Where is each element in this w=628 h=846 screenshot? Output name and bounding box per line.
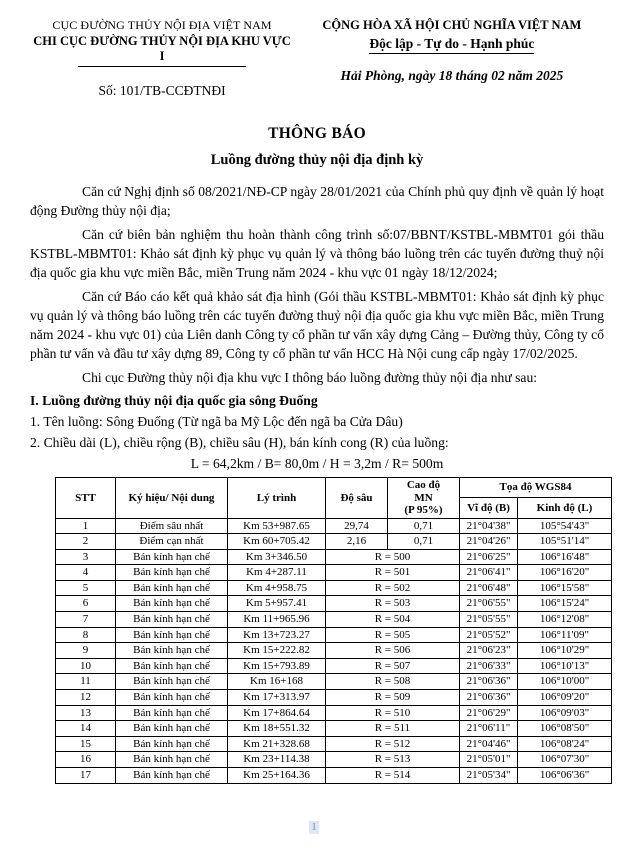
- page-number-field: 1: [311, 821, 317, 833]
- table-cell: 1: [56, 518, 116, 534]
- table-cell: Km 13+723.27: [228, 627, 326, 643]
- table-cell: 106°15'24": [518, 596, 612, 612]
- table-row: [56, 705, 612, 721]
- section-item-name: 1. Tên luồng: Sông Đuống (Từ ngã ba Mỹ Lộc đến ngã ba Cửa Dâu): [30, 414, 403, 429]
- table-cell: R = 505: [326, 627, 460, 643]
- table-cell: Bán kính hạn chế: [116, 596, 228, 612]
- table-cell: 106°16'20": [518, 565, 612, 581]
- table-cell: 21°06'48": [460, 580, 518, 596]
- col-header-depth: Độ sâu: [326, 478, 388, 519]
- table-cell: 15: [56, 736, 116, 752]
- paragraph: Căn cứ biên bản nghiệm thu hoàn thành công trình số:07/BBNT/KSTBL-MBMT01 gói thầu KSTBL-MBMT01: Khảo sát định kỳ phục vụ quản lý và thông báo luồng trên các tuyến đường thuỷ nội địa quốc gia khu vực miền Bắc, miền Trung năm 2024 - khu vực 01 ngày 18/12/2024;: [30, 227, 604, 280]
- table-cell: Bán kính hạn chế: [116, 549, 228, 565]
- table-cell: R = 502: [326, 580, 460, 596]
- table-cell: 21°06'25": [460, 549, 518, 565]
- table-cell: 106°12'08": [518, 612, 612, 628]
- table-cell: 21°04'46": [460, 736, 518, 752]
- table-cell: Bán kính hạn chế: [116, 658, 228, 674]
- table-cell: 21°05'01": [460, 752, 518, 768]
- table-cell: Km 25+164.36: [228, 768, 326, 784]
- table-cell: Bán kính hạn chế: [116, 736, 228, 752]
- table-row: [56, 768, 612, 784]
- table-cell: 21°06'36": [460, 674, 518, 690]
- table-cell: Km 5+957.41: [228, 596, 326, 612]
- paragraph: Căn cứ Nghị định số 08/2021/NĐ-CP ngày 28/01/2021 của Chính phủ quy định về quản lý hoạt động Đường thủy nội địa;: [30, 184, 604, 218]
- table-cell: 9: [56, 643, 116, 659]
- table-cell: Bán kính hạn chế: [116, 721, 228, 737]
- table-cell: 0,71: [388, 534, 460, 550]
- table-cell: 105°54'43": [518, 518, 612, 534]
- survey-table-head: [56, 478, 612, 519]
- table-cell: R = 510: [326, 705, 460, 721]
- national-header: CỘNG HÒA XÃ HỘI CHỦ NGHĨA VIỆT NAM: [322, 18, 582, 32]
- national-motto: Độc lập - Tự do - Hạnh phúc: [369, 36, 534, 54]
- table-cell: 106°08'24": [518, 736, 612, 752]
- table-cell: Km 15+222.82: [228, 643, 326, 659]
- table-cell: R = 504: [326, 612, 460, 628]
- table-cell: Km 17+864.64: [228, 705, 326, 721]
- table-cell: 14: [56, 721, 116, 737]
- table-cell: Bán kính hạn chế: [116, 705, 228, 721]
- table-row: [56, 534, 612, 550]
- table-row: [56, 752, 612, 768]
- issuer-parent-org: CỤC ĐƯỜNG THỦY NỘI ĐỊA VIỆT NAM: [52, 18, 272, 32]
- national-motto-wrap: [300, 35, 604, 54]
- table-cell: 21°06'55": [460, 596, 518, 612]
- table-row: [56, 549, 612, 565]
- table-cell: Km 11+965.96: [228, 612, 326, 628]
- table-cell: 106°09'03": [518, 705, 612, 721]
- table-cell: 29,74: [326, 518, 388, 534]
- table-cell: Km 17+313.97: [228, 690, 326, 706]
- page-footer: [0, 817, 628, 835]
- col-header-coords-group: Tọa độ WGS84: [460, 478, 612, 498]
- table-cell: 106°11'09": [518, 627, 612, 643]
- col-header-elevation: [388, 478, 460, 519]
- table-cell: 106°15'58": [518, 580, 612, 596]
- table-cell: 16: [56, 752, 116, 768]
- table-cell: Điểm cạn nhất: [116, 534, 228, 550]
- col-header-chainage: Lý trình: [228, 478, 326, 519]
- table-cell: 2: [56, 534, 116, 550]
- table-cell: 105°51'14": [518, 534, 612, 550]
- table-cell: 21°06'41": [460, 565, 518, 581]
- table-cell: 5: [56, 580, 116, 596]
- table-cell: Điểm sâu nhất: [116, 518, 228, 534]
- table-cell: 21°06'23": [460, 643, 518, 659]
- table-cell: Km 60+705.42: [228, 534, 326, 550]
- table-cell: 21°05'34": [460, 768, 518, 784]
- table-cell: Km 23+114.38: [228, 752, 326, 768]
- table-cell: 106°10'29": [518, 643, 612, 659]
- table-row: [56, 674, 612, 690]
- survey-table: [55, 477, 612, 784]
- col-header-elevation-line3: (P 95%): [404, 504, 443, 516]
- table-cell: Bán kính hạn chế: [116, 643, 228, 659]
- table-cell: 3: [56, 549, 116, 565]
- table-cell: 106°10'00": [518, 674, 612, 690]
- table-cell: R = 508: [326, 674, 460, 690]
- table-cell: 0,71: [388, 518, 460, 534]
- table-cell: Bán kính hạn chế: [116, 580, 228, 596]
- table-row: [56, 721, 612, 737]
- table-cell: 7: [56, 612, 116, 628]
- table-cell: 21°05'55": [460, 612, 518, 628]
- table-cell: 21°04'26": [460, 534, 518, 550]
- table-cell: Km 3+346.50: [228, 549, 326, 565]
- table-cell: 2,16: [326, 534, 388, 550]
- table-cell: 12: [56, 690, 116, 706]
- table-cell: Bán kính hạn chế: [116, 565, 228, 581]
- table-cell: Bán kính hạn chế: [116, 768, 228, 784]
- col-header-elevation-line1: Cao độ: [406, 479, 441, 491]
- survey-table-body: [56, 518, 612, 783]
- col-header-stt: STT: [56, 478, 116, 519]
- table-cell: 10: [56, 658, 116, 674]
- table-row: [56, 518, 612, 534]
- table-cell: 11: [56, 674, 116, 690]
- table-cell: 6: [56, 596, 116, 612]
- place-and-date: Hải Phòng, ngày 18 tháng 02 năm 2025: [340, 68, 564, 83]
- section-item-dimensions: 2. Chiều dài (L), chiều rộng (B), chiều sâu (H), bán kính cong (R) của luồng:: [30, 435, 449, 450]
- table-cell: R = 503: [326, 596, 460, 612]
- table-cell: R = 509: [326, 690, 460, 706]
- dimensions-value: L = 64,2km / B= 80,0m / H = 3,2m / R= 500m: [190, 456, 444, 471]
- table-cell: 8: [56, 627, 116, 643]
- table-cell: R = 512: [326, 736, 460, 752]
- issuer-underline-rule: [78, 66, 246, 67]
- section-heading: I. Luồng đường thủy nội địa quốc gia sông Đuống: [30, 393, 318, 408]
- table-row: [56, 612, 612, 628]
- table-cell: R = 506: [326, 643, 460, 659]
- table-cell: 4: [56, 565, 116, 581]
- table-cell: Bán kính hạn chế: [116, 612, 228, 628]
- table-cell: Km 16+168: [228, 674, 326, 690]
- table-cell: R = 514: [326, 768, 460, 784]
- document-subtitle: Luồng đường thủy nội địa định kỳ: [210, 152, 424, 168]
- table-cell: 106°08'50": [518, 721, 612, 737]
- table-cell: 106°07'30": [518, 752, 612, 768]
- issuer-org-name: CHI CỤC ĐƯỜNG THỦY NỘI ĐỊA KHU VỰC I: [33, 34, 291, 63]
- table-cell: 21°04'38": [460, 518, 518, 534]
- letterhead: [30, 18, 604, 99]
- col-header-longitude: Kinh độ (L): [518, 498, 612, 518]
- table-row: [56, 658, 612, 674]
- table-header-row-1: [56, 478, 612, 498]
- table-cell: Bán kính hạn chế: [116, 627, 228, 643]
- table-cell: Km 4+958.75: [228, 580, 326, 596]
- table-row: [56, 690, 612, 706]
- table-row: [56, 596, 612, 612]
- table-cell: R = 507: [326, 658, 460, 674]
- col-header-latitude: Vĩ độ (B): [460, 498, 518, 518]
- table-cell: Km 18+551.32: [228, 721, 326, 737]
- letterhead-national: [300, 18, 604, 99]
- table-cell: 106°09'20": [518, 690, 612, 706]
- table-cell: Km 4+287.11: [228, 565, 326, 581]
- table-row: [56, 565, 612, 581]
- body-paragraphs: [30, 182, 604, 387]
- table-cell: Km 21+328.68: [228, 736, 326, 752]
- table-cell: 13: [56, 705, 116, 721]
- table-cell: R = 501: [326, 565, 460, 581]
- table-cell: Km 53+987.65: [228, 518, 326, 534]
- table-row: [56, 627, 612, 643]
- paragraph: Căn cứ Báo cáo kết quả khảo sát địa hình (Gói thầu KSTBL-MBMT01: Khảo sát định kỳ phục vụ quản lý và thông báo luồng trên các tuyến đường thuỷ nội địa quốc gia khu vực miền Bắc, miền Trung năm 2024 - khu vực 01) của Liên danh Công ty cổ phần tư vấn xây dựng Cảng – Đường thủy, Công ty cổ phần tư vấn và đầu tư xây dựng 89, Công ty cổ phần tư vấn HCC Hà Nội cung cấp ngày 17/02/2025.: [30, 289, 604, 361]
- table-cell: 21°06'36": [460, 690, 518, 706]
- table-cell: 21°06'33": [460, 658, 518, 674]
- table-cell: 106°10'13": [518, 658, 612, 674]
- table-cell: Bán kính hạn chế: [116, 690, 228, 706]
- document-number: Số: 101/TB-CCĐTNĐI: [98, 83, 226, 98]
- col-header-elevation-line2: MN: [414, 491, 433, 504]
- table-cell: R = 511: [326, 721, 460, 737]
- table-cell: Bán kính hạn chế: [116, 752, 228, 768]
- table-row: [56, 580, 612, 596]
- table-cell: 21°06'29": [460, 705, 518, 721]
- table-cell: 17: [56, 768, 116, 784]
- paragraph: Chi cục Đường thủy nội địa khu vực I thông báo luồng đường thủy nội địa như sau:: [82, 370, 538, 385]
- table-row: [56, 736, 612, 752]
- table-cell: 21°06'11": [460, 721, 518, 737]
- table-cell: 106°16'48": [518, 549, 612, 565]
- col-header-symbol: Ký hiệu/ Nội dung: [116, 478, 228, 519]
- table-cell: 106°06'36": [518, 768, 612, 784]
- table-cell: Bán kính hạn chế: [116, 674, 228, 690]
- table-cell: R = 500: [326, 549, 460, 565]
- table-cell: 21°05'52": [460, 627, 518, 643]
- document-title: THÔNG BÁO: [268, 125, 366, 142]
- table-cell: Km 15+793.89: [228, 658, 326, 674]
- table-row: [56, 643, 612, 659]
- table-cell: R = 513: [326, 752, 460, 768]
- letterhead-issuer: [30, 18, 294, 99]
